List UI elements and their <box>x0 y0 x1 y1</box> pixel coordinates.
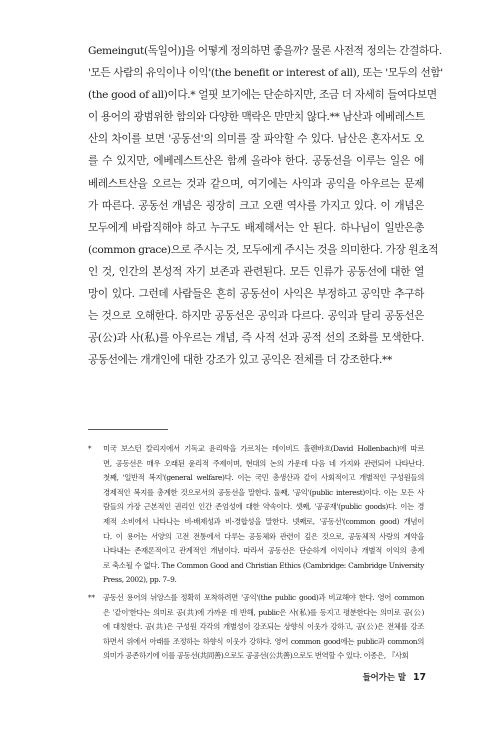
page-footer <box>363 671 426 683</box>
page-number: 17 <box>412 672 426 683</box>
footnote-line: 에 대칭한다. 공(共)은 구성원 각각의 개별성이 강조되는 상향식 이웃가 강하고, 공(公)은 전체를 강조 <box>103 622 424 632</box>
footnote-line: 경제적인 복지를 총계한 것으로서의 공동선을 말한다. 둘째, '공익'(public interest)이다. 이는 모든 사 <box>103 487 424 497</box>
footnote-line: 미국 보스턴 칼리지에서 기독교 윤리학을 가르치는 데이비드 홀렌바흐(David Hollenbach)에 따르 <box>103 444 424 453</box>
footnote-line: 제적 소비에서 나타나는 비-배제성과 비-경합성을 말한다. 넷째로, '공동선'(common good) 개념이 <box>103 516 424 526</box>
footnote <box>88 442 424 588</box>
footnote-mark: ** <box>88 593 95 602</box>
body-line: 이 용어의 광범위한 함의와 다양한 맥락은 만만치 않다.** 남산과 에베레스트 <box>88 111 425 124</box>
footnote-text <box>103 442 424 588</box>
body-line: 공(公)과 사(私)를 아우르는 개념, 즉 사적 선과 공적 선의 조화를 모색한다. <box>88 332 424 345</box>
footnote-line: 은 '같이'한다는 의미로 공(共)에 가까운 데 반해, public은 사(私)를 등지고 평분한다는 의미로 공(公) <box>103 607 424 617</box>
body-line: 산의 차이를 보면 '공동선'의 의미를 잘 파악할 수 있다. 남산은 혼자서도 오 <box>88 133 424 146</box>
body-line: '모든 사람의 유익이나 이익'(the benefit or interest of all), 또는 '모두의 선함' <box>88 67 443 80</box>
body-line: Gemeingut(독일어)]을 어떻게 정의하면 좋을까? 물론 사전적 정의는 간결하다. <box>88 45 442 57</box>
footnote-line: 람들의 가장 근본적인 권리인 인간 존엄성에 대한 약속이다. 셋째, '공공재'(public goods)다. 이는 경 <box>103 502 424 512</box>
footnote-line: 면, 공동선은 매우 오래된 윤리적 주제이며, 현대의 논의 가운데 다음 네 가지와 관련되어 나타난다. <box>103 458 424 468</box>
footnote-line: 다. 이 용어는 서양의 고전 전통에서 다루는 공동체와 관련이 깊은 것으로, 공동체적 사랑의 계약을 <box>103 531 424 541</box>
footnote-line: 로 축소될 수 없다. The Common Good and Christian Ethics (Cambridge: Cambridge University <box>103 560 424 570</box>
footnotes <box>88 442 424 667</box>
main-text <box>88 40 443 371</box>
footnote-line: Press, 2002), pp. 7–9. <box>103 575 177 585</box>
body-line: (the good of all)이다.* 얼핏 보기에는 단순하지만, 조금 더 자세히 들여다보면 <box>88 89 437 102</box>
running-head: 들어가는 말 <box>362 672 406 682</box>
body-line: 모두에게 바람직해야 하고 누구도 배제해서는 안 된다. 하나님이 일반은총 <box>88 221 424 234</box>
body-line: 를 수 있지만, 에베레스트산은 함께 올라야 한다. 공동선을 이루는 일은 에 <box>88 155 424 168</box>
footnote-line: 의미가 공존하기에 이를 공동선(共同善)으로도 공공선(公共善)으로도 번역할 수 있다. 이종은, 『사회 <box>103 651 409 661</box>
body-line: 가 따른다. 공동선 개념은 굉장히 크고 오랜 역사를 가지고 있다. 이 개념은 <box>88 199 424 212</box>
body-line: 망이 있다. 그런데 사람들은 흔히 공동선이 사익은 부정하고 공익만 추구하 <box>88 288 424 301</box>
body-line: 는 것으로 오해한다. 하지만 공동선은 공익과 다르다. 공익과 달리 공동선은 <box>88 310 424 323</box>
body-line: 베레스트산을 오르는 것과 같으며, 여기에는 사익과 공익을 아우르는 문제 <box>88 177 424 190</box>
footnote-text <box>103 591 424 664</box>
footnote-line: 공동선 용어의 뉘앙스를 정확히 포착하려면 '공익'(the public good)과 비교해야 한다. 영어 common <box>103 592 424 602</box>
footnote-mark: * <box>88 445 92 453</box>
body-line: 공동선에는 개개인에 대한 강조가 있고 공익은 전체를 더 강조한다.** <box>88 354 392 367</box>
footnote <box>88 591 424 664</box>
footnote-line: 나타내는 존재론적이고 관계적인 개념이다. 따라서 공동선은 단순하게 이익이나 개별적 이익의 총계 <box>103 546 424 556</box>
body-line: 인 것, 인간의 본성적 자기 보존과 관련된다. 모든 인류가 공동선에 대한 열 <box>88 265 424 278</box>
body-line: (common grace)으로 주시는 것, 모두에게 주시는 것을 의미한다. 가장 원초적 <box>88 243 439 256</box>
footnote-line: 첫째, '일반적 복지'(general welfare)다. 이는 국민 총생산과 같이 사회적이고 개별적인 구성원들의 <box>103 473 424 483</box>
footnote-divider <box>88 429 168 430</box>
footnote-line: 하면서 위에서 아래를 조정하는 하향식 이웃가 강하다. 영어 common good에는 public과 common의 <box>103 636 424 646</box>
